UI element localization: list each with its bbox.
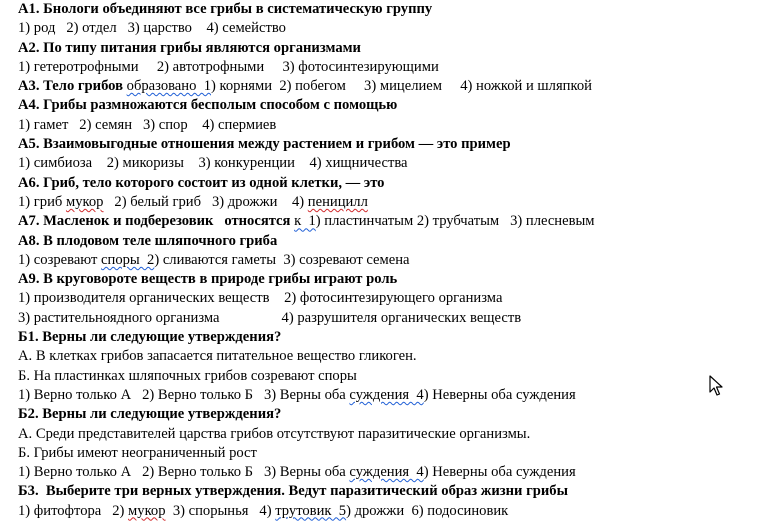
text-segment: мукор [128, 502, 166, 519]
text-line [18, 39, 778, 58]
text-line [18, 328, 778, 347]
text-segment: А1. Бнологи объединяют все грибы в систематическую группу [18, 1, 433, 17]
text-segment: мукор [65, 193, 104, 210]
text-segment: А. Среди представителей царства грибов отсутствуют паразитические организмы. [18, 425, 531, 442]
text-segment: А8. В плодовом теле шляпочного гриба [18, 232, 278, 249]
text-segment: А7. Масленок и подберезовик относятся [18, 213, 295, 230]
text-segment: трутовик 5 [275, 502, 347, 519]
text-line [18, 425, 778, 444]
text-segment: А9. В круговороте веществ в природе грибы играют роль [18, 271, 398, 288]
text-line [18, 386, 778, 405]
text-line [18, 135, 778, 154]
text-line [18, 174, 778, 193]
text-line [18, 0, 778, 19]
text-segment: А2. По типу питания грибы являются организмами [18, 39, 361, 56]
text-segment: суждения 4 [349, 464, 424, 481]
text-segment: к 1 [294, 213, 316, 230]
mouse-pointer-icon [709, 375, 723, 397]
text-segment: Б2. Верны ли следующие утверждения? [18, 406, 282, 423]
text-line [18, 367, 778, 386]
text-segment: Б1. Верны ли следующие утверждения? [18, 329, 282, 346]
text-line [18, 270, 778, 289]
text-line [18, 96, 778, 115]
text-line [18, 58, 778, 77]
text-line [18, 232, 778, 251]
text-line [18, 289, 778, 308]
text-line [18, 463, 778, 482]
text-line [18, 502, 778, 521]
text-line [18, 77, 778, 96]
text-segment: 1) созревают [18, 251, 102, 268]
text-line [18, 116, 778, 135]
text-line [18, 405, 778, 424]
text-segment: ) сливаются гаметы 3) созревают семена [154, 251, 410, 268]
text-line [18, 212, 778, 231]
test-document [18, 0, 778, 521]
text-segment: 1) производителя органических веществ 2) фотосинтезирующего организма [18, 290, 503, 307]
text-segment: Б. Грибы имеют неограниченный рост [18, 444, 257, 461]
text-segment: 1) род 2) отдел 3) царство 4) семейство [18, 20, 286, 37]
text-line [18, 482, 778, 501]
text-segment: ) Неверны оба суждения [423, 464, 576, 481]
text-segment: 1) Верно только А 2) Верно только Б 3) Верны оба [18, 464, 350, 481]
text-line [18, 154, 778, 173]
text-segment: А6. Гриб, тело которого состоит из одной клетки, — это [18, 174, 385, 191]
text-segment: образовано 1 [126, 78, 211, 95]
text-segment: ) корнями 2) побегом 3) мицелием 4) ножкой и шляпкой [211, 78, 592, 95]
text-segment: 3) спорынья 4) [165, 502, 276, 519]
text-segment: ) дрожжи 6) подосиновик [346, 502, 509, 519]
text-line [18, 19, 778, 38]
text-segment: ) Неверны оба суждения [423, 386, 576, 403]
text-segment: Б3. Выберите три верных утверждения. Ведут паразитический образ жизни грибы [18, 483, 568, 500]
text-segment: споры 2 [101, 251, 155, 268]
text-segment: А. В клетках грибов запасается питательное вещество гликоген. [18, 348, 417, 365]
text-line [18, 444, 778, 463]
text-segment: 2) белый гриб 3) дрожжи 4) [103, 193, 308, 210]
text-segment: А5. Взаимовыгодные отношения между растением и грибом — это пример [18, 136, 511, 153]
text-segment: 1) симбиоза 2) микоризы 3) конкуренции 4) хищничества [18, 155, 408, 172]
text-line [18, 193, 778, 212]
text-segment: ) пластинчатым 2) трубчатым 3) плесневым [315, 213, 595, 230]
text-line [18, 251, 778, 270]
text-segment: 1) гамет 2) семян 3) спор 4) спермиев [18, 116, 277, 133]
text-segment: пеницилл [307, 193, 368, 210]
text-segment: А3. Тело грибов [18, 78, 127, 95]
text-segment: суждения 4 [349, 386, 424, 403]
text-segment: Б. На пластинках шляпочных грибов созревают споры [18, 367, 357, 384]
text-segment: 1) Верно только А 2) Верно только Б 3) Верны оба [18, 386, 350, 403]
text-segment: 1) фитофтора 2) [18, 502, 129, 519]
text-segment: 1) гриб [18, 193, 66, 210]
text-segment: 3) растительноядного организма 4) разрушителя органических веществ [18, 309, 522, 326]
text-line [18, 309, 778, 328]
text-segment: 1) гетеротрофными 2) автотрофными 3) фотосинтезирующими [18, 58, 439, 75]
text-line [18, 347, 778, 366]
text-segment: А4. Грибы размножаются бесполым способом с помощью [18, 97, 398, 114]
